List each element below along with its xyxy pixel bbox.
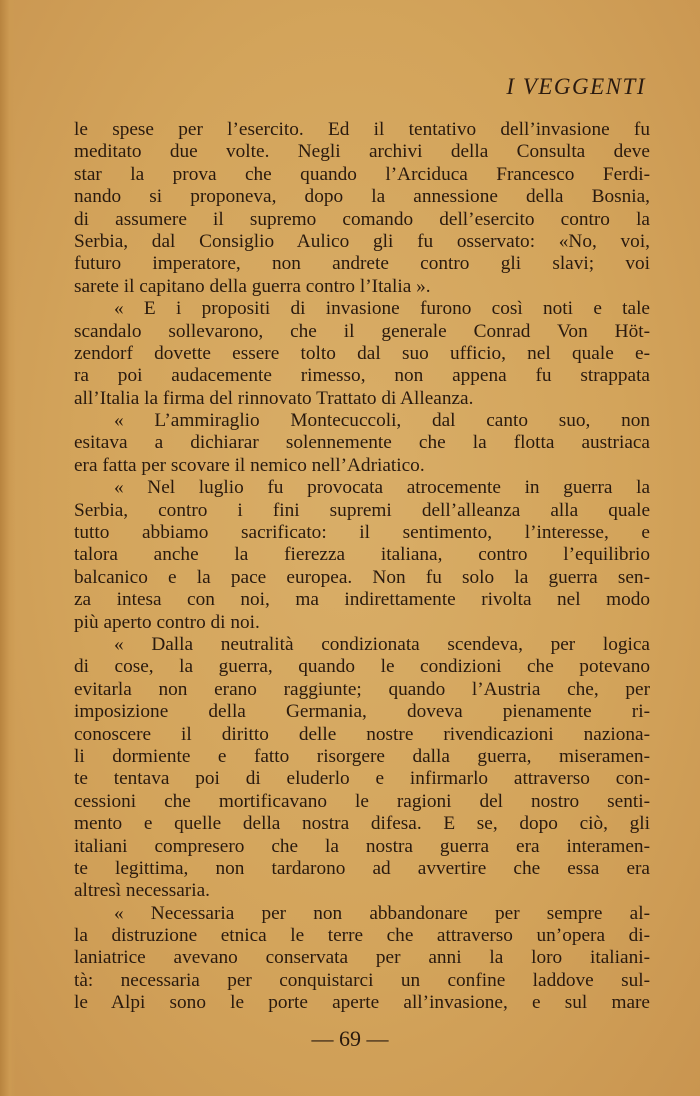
text-line: esitava a dichiarar solennemente che la flotta austriaca xyxy=(74,432,650,454)
text-line: li dormiente e fatto risorgere dalla guerra, miseramen- xyxy=(74,745,650,767)
text-line: « Dalla neutralità condizionata scendeva, per logica xyxy=(114,633,650,655)
text-line: cessioni che mortificavano le ragioni del nostro senti- xyxy=(74,790,650,812)
text-line: le Alpi sono le porte aperte all’invasione, e sul mare xyxy=(74,992,650,1014)
text-line: italiani compresero che la nostra guerra era interamen- xyxy=(74,835,650,857)
text-line: star la prova che quando l’Arciduca Francesco Ferdi- xyxy=(74,163,650,185)
text-line: le spese per l’esercito. Ed il tentativo dell’invasione fu xyxy=(74,119,650,140)
text-line: sarete il capitano della guerra contro l’Italia ». xyxy=(74,275,431,297)
text-line: laniatrice avevano conservata per anni la loro italiani- xyxy=(74,947,650,969)
text-line: altresì necessaria. xyxy=(74,880,210,902)
page-spine-edge xyxy=(0,0,16,1096)
body-text xyxy=(74,119,650,1015)
text-line: Serbia, dal Consiglio Aulico gli fu osservato: «No, voi, xyxy=(74,230,650,252)
page-number: — 69 — xyxy=(311,1026,389,1051)
text-line: Serbia, contro i fini supremi dell’alleanza alla quale xyxy=(74,499,650,521)
running-head: I VEGGENTI xyxy=(506,74,646,99)
text-line: tà: necessaria per conquistarci un confine laddove sul- xyxy=(74,969,650,991)
text-line: meditato due volte. Negli archivi della Consulta deve xyxy=(74,141,650,163)
text-line: mento e quelle della nostra difesa. E se, dopo ciò, gli xyxy=(74,813,650,835)
text-line: futuro imperatore, non andrete contro gli slavi; voi xyxy=(74,253,650,275)
text-line: di assumere il supremo comando dell’esercito contro la xyxy=(74,208,650,230)
text-line: te tentava poi di eluderlo e infirmarlo attraverso con- xyxy=(74,768,650,790)
text-line: tutto abbiamo sacrificato: il sentimento, l’interesse, e xyxy=(74,522,650,544)
text-line: la distruzione etnica le terre che attraverso un’opera di- xyxy=(74,925,650,947)
text-line: conoscere il diritto delle nostre rivendicazioni naziona- xyxy=(74,723,650,745)
text-line: scandalo sollevarono, che il generale Conrad Von Höt- xyxy=(74,320,650,342)
text-line: ra poi audacemente rimesso, non appena fu strappata xyxy=(74,365,650,387)
text-line: zendorf dovette essere tolto dal suo ufficio, nel quale e- xyxy=(74,342,650,364)
text-line: era fatta per scovare il nemico nell’Adriatico. xyxy=(74,454,425,476)
text-line: za intesa con noi, ma indirettamente rivolta nel modo xyxy=(74,589,650,611)
text-line: più aperto contro di noi. xyxy=(74,611,260,633)
text-line: all’Italia la firma del rinnovato Trattato di Alleanza. xyxy=(74,387,474,409)
text-line: « Nel luglio fu provocata atrocemente in guerra la xyxy=(114,477,650,499)
text-line: nando si proponeva, dopo la annessione della Bosnia, xyxy=(74,186,650,208)
text-line: « Necessaria per non abbandonare per sempre al- xyxy=(114,902,650,924)
text-line: te legittima, non tardarono ad avvertire che essa era xyxy=(74,857,650,879)
text-line: imposizione della Germania, doveva pienamente ri- xyxy=(74,701,650,723)
text-line: « E i propositi di invasione furono così noti e tale xyxy=(114,298,650,320)
text-line: « L’ammiraglio Montecuccoli, dal canto suo, non xyxy=(114,410,650,432)
text-line: di cose, la guerra, quando le condizioni che potevano xyxy=(74,656,650,678)
text-line: balcanico e la pace europea. Non fu solo la guerra sen- xyxy=(74,566,650,588)
text-line: talora anche la fierezza italiana, contro l’equilibrio xyxy=(74,544,650,566)
text-line: evitarla non erano raggiunte; quando l’Austria che, per xyxy=(74,678,650,700)
